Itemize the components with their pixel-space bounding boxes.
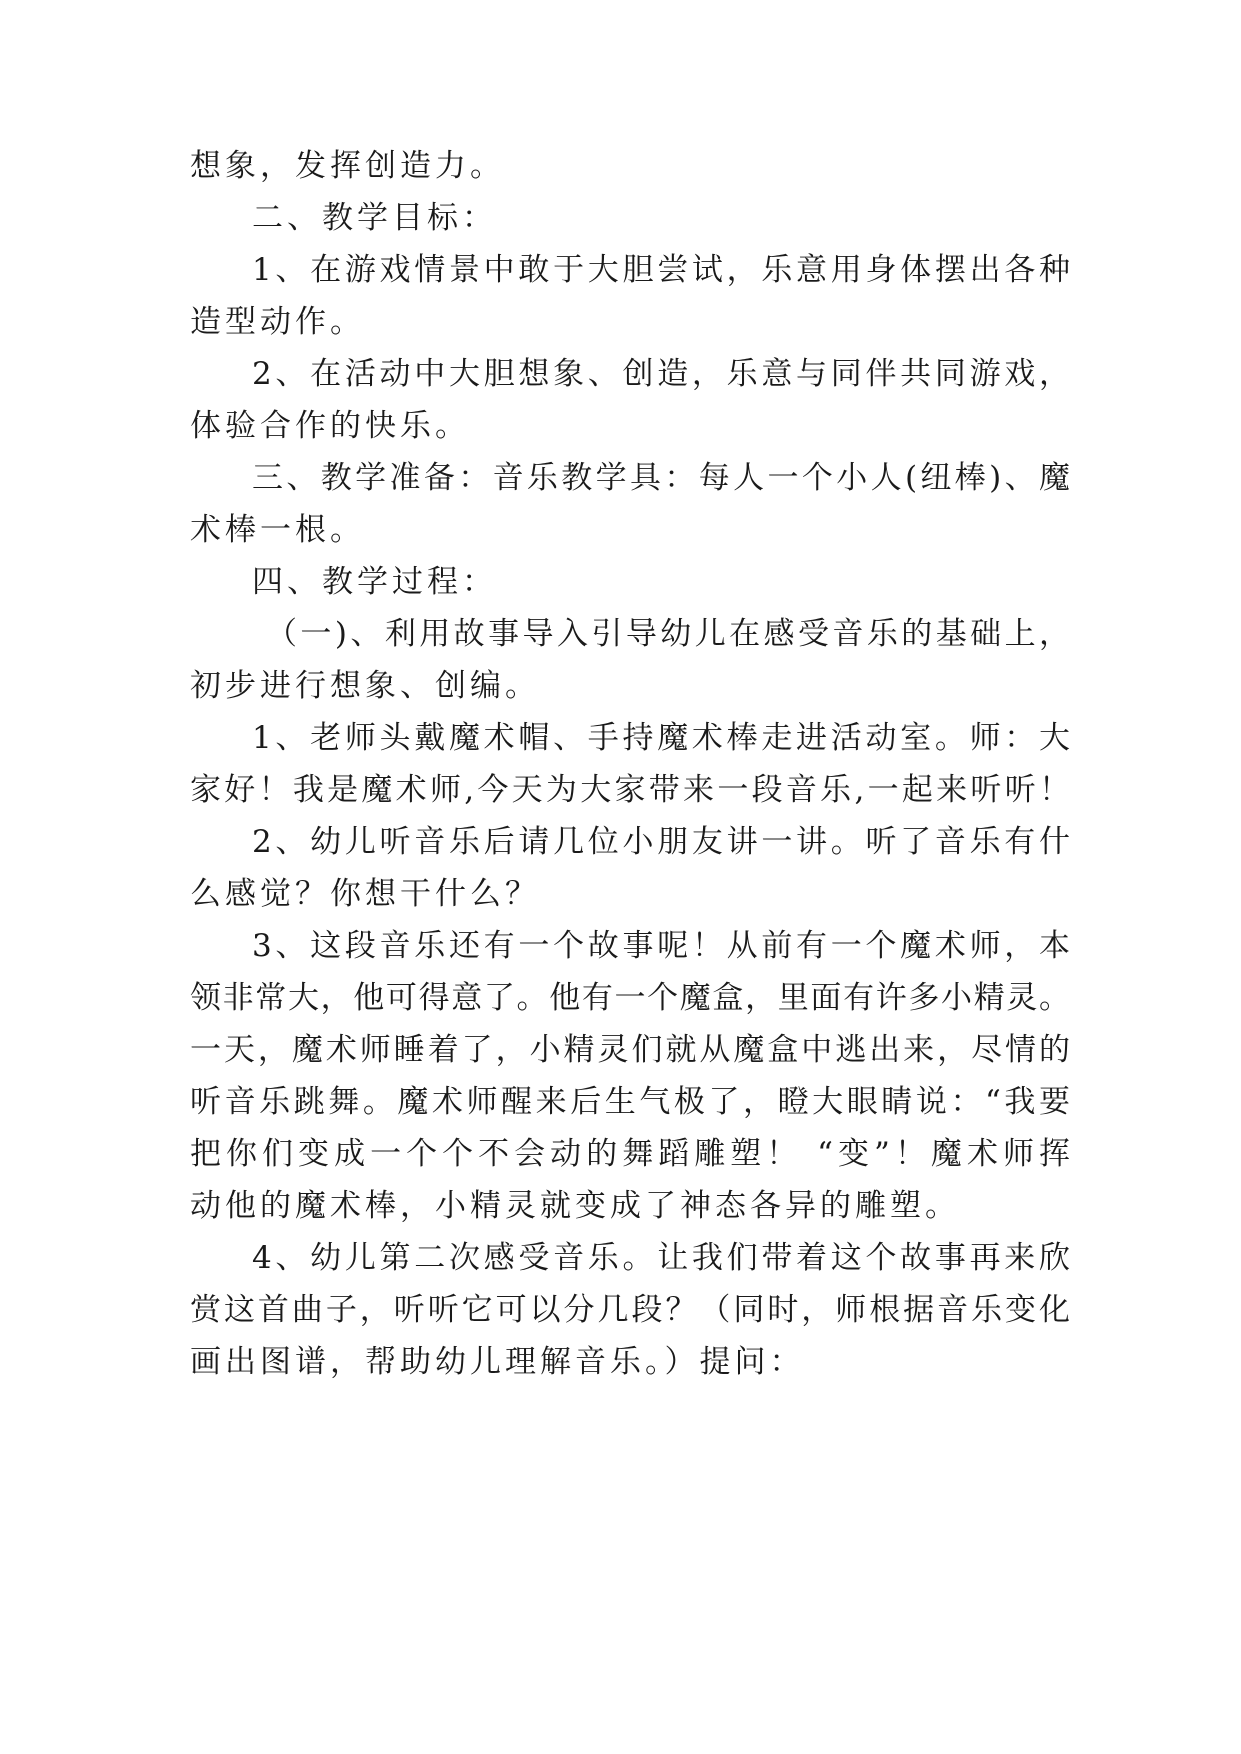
section-heading-preparation: 三、教学准备：音乐教学具：每人一个小人(纽棒)、魔 [252,460,1070,496]
text-line-18: 一天，魔术师睡着了，小精灵们就从魔盒中逃出来，尽情的 [190,1032,1070,1068]
subsection-heading-1: （一)、利用故事导入引导幼儿在感受音乐的基础上， [266,616,1070,652]
text-line-13: 家好！我是魔术师,今天为大家带来一段音乐,一起来听听！ [190,772,1070,808]
text-line-11: 初步进行想象、创编。 [190,668,540,704]
text-line-24: 画出图谱，帮助幼儿理解音乐。）提问： [190,1344,805,1380]
text-line-4: 造型动作。 [190,304,365,340]
text-line-19: 听音乐跳舞。魔术师醒来后生气极了，瞪大眼睛说：“我要 [190,1084,1070,1120]
text-line-3: 1、在游戏情景中敢于大胆尝试，乐意用身体摆出各种 [252,252,1070,288]
section-heading-process: 四、教学过程： [252,564,497,600]
text-line-5: 2、在活动中大胆想象、创造，乐意与同伴共同游戏， [252,356,1070,392]
text-line-22: 4、幼儿第二次感受音乐。让我们带着这个故事再来欣 [252,1240,1070,1276]
text-line-23: 赏这首曲子，听听它可以分几段？（同时，师根据音乐变化 [190,1292,1070,1328]
text-line-8: 术棒一根。 [190,512,365,548]
text-line-17: 领非常大，他可得意了。他有一个魔盒，里面有许多小精灵。 [190,980,1070,1016]
section-heading-objectives: 二、教学目标： [252,200,497,236]
text-line-15: 么感觉？你想干什么？ [190,876,540,912]
text-line-1: 想象，发挥创造力。 [190,148,505,184]
text-line-20: 把你们变成一个个不会动的舞蹈雕塑！ “变”！魔术师挥 [190,1136,1070,1172]
text-line-21: 动他的魔术棒，小精灵就变成了神态各异的雕塑。 [190,1188,960,1224]
text-line-16: 3、这段音乐还有一个故事呢！从前有一个魔术师，本 [252,928,1070,964]
text-line-12: 1、老师头戴魔术帽、手持魔术棒走进活动室。师：大 [252,720,1070,756]
text-line-14: 2、幼儿听音乐后请几位小朋友讲一讲。听了音乐有什 [252,824,1070,860]
text-line-6: 体验合作的快乐。 [190,408,470,444]
